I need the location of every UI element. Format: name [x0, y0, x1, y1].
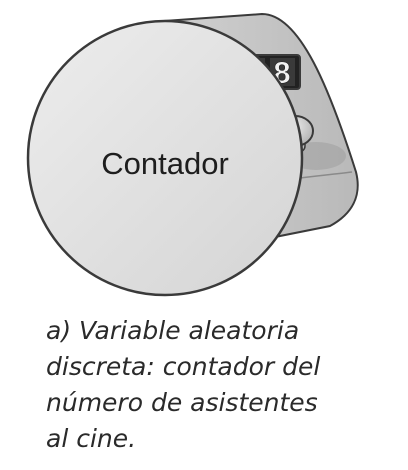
caption-line-3: número de asistentes — [46, 388, 318, 417]
caption-line-4: al cine. — [46, 424, 137, 453]
counter-digit-3: 8 — [273, 55, 291, 90]
caption-line-2: discreta: contador del — [46, 352, 321, 381]
caption-line-1: a) Variable aleatoria — [46, 316, 300, 345]
caption — [46, 313, 396, 457]
counter-label: Contador — [101, 146, 229, 181]
